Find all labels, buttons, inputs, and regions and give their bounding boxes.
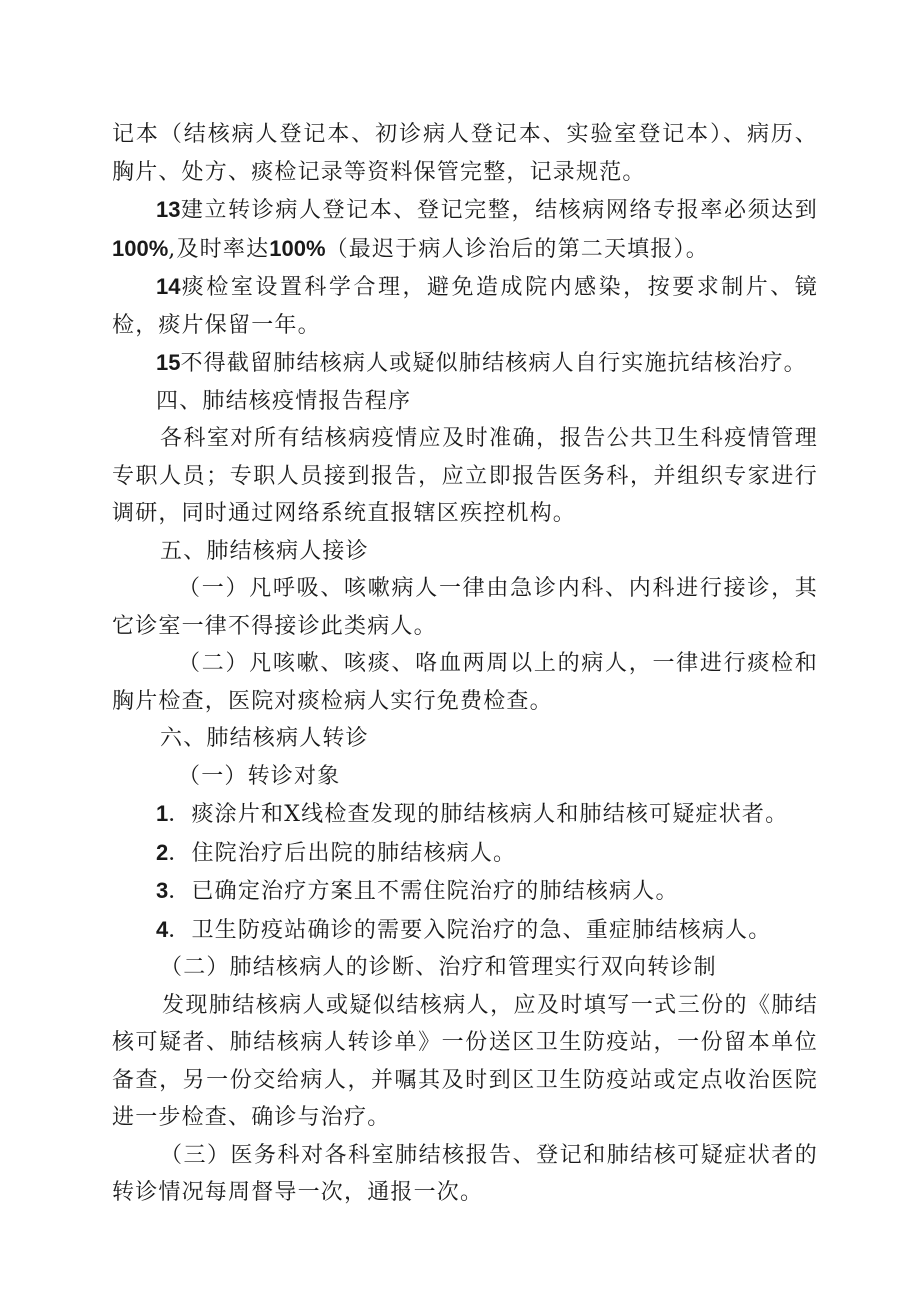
paragraph-reception-1 (112, 570, 818, 645)
paragraph-text: 不得截留肺结核病人或疑似肺结核病人自行实施抗结核治疗。 (180, 351, 807, 376)
section-heading-5 (112, 533, 818, 571)
paragraph-text: （一）凡呼吸、咳嗽病人一律由急诊内科、内科进行接诊，其它诊室一律不得接诊此类病人。 (112, 576, 818, 639)
item-number: 2 (156, 839, 169, 865)
subheading-referral-targets (112, 758, 818, 796)
paragraph-text: 发现肺结核病人或疑似结核病人，应及时填写一式三份的《肺结核可疑者、肺结核病人转诊单》一份送区卫生防疫站，一份留本单位备查，另一份交给病人，并嘱其及时到区卫生防疫站或定点收治医院进一步检查、确诊与治疗。 (112, 992, 818, 1130)
paragraph-report-procedure (112, 420, 818, 533)
section-heading-text: 四、肺结核疫情报告程序 (156, 388, 412, 414)
paragraph-supervision (112, 1137, 818, 1212)
list-item-3 (112, 872, 818, 911)
item-number: 15 (156, 350, 181, 375)
paragraph-text: 记本（结核病人登记本、初诊病人登记本、实验室登记本）、病历、胸片、处方、痰检记录等资料保管完整，记录规范。 (112, 122, 818, 185)
list-item-4 (112, 911, 818, 950)
paragraph-text: 各科室对所有结核病疫情应及时准确，报告公共卫生科疫情管理专职人员；专职人员接到报告，应立即报告医务科，并组织专家进行调研，同时通过网络系统直报辖区疾控机构。 (112, 426, 818, 526)
item-number: 4 (156, 916, 169, 942)
paragraph-reception-2 (112, 645, 818, 720)
paragraph-item-13 (112, 191, 818, 268)
paragraph-text: 建立转诊病人登记本、登记完整，结核病网络专报率必须达到 (180, 198, 818, 223)
subheading-two-way-referral (112, 949, 818, 987)
list-item-text: ．痰涂片和X线检查发现的肺结核病人和肺结核可疑症状者。 (168, 802, 789, 827)
item-number: 14 (156, 274, 181, 299)
item-number: 1 (156, 801, 169, 826)
paragraph-item-15 (112, 344, 818, 383)
list-item-text: ．住院治疗后出院的肺结核病人。 (168, 840, 517, 866)
section-heading-text: 六、肺结核病人转诊 (160, 726, 369, 751)
section-heading-4 (112, 383, 818, 421)
item-number: 3 (156, 878, 169, 903)
subheading-text: （一）转诊对象 (178, 763, 341, 789)
document-body (112, 116, 818, 1212)
paragraph-text: （最迟于病人诊治后的第二天填报）。 (325, 236, 709, 262)
section-heading-text: 五、肺结核病人接诊 (160, 538, 369, 564)
subheading-text: （二）肺结核病人的诊断、治疗和管理实行双向转诊制 (160, 955, 717, 980)
paragraph-item-14 (112, 268, 818, 344)
percent-value: 100% (112, 235, 169, 261)
paragraph-text: （二）凡咳嗽、咳痰、咯血两周以上的病人，一律进行痰检和胸片检查，医院对痰检病人实行免费检查。 (112, 651, 818, 714)
list-item-text: ．已确定治疗方案且不需住院治疗的肺结核病人。 (168, 879, 679, 904)
section-heading-6 (112, 720, 818, 758)
paragraph-referral-form (112, 987, 818, 1137)
paragraph-records (112, 116, 818, 191)
paragraph-text: 痰检室设置科学合理，避免造成院内感染，按要求制片、镜检，痰片保留一年。 (112, 275, 818, 338)
paragraph-text: ,及时率达 (168, 236, 270, 262)
list-item-2 (112, 834, 818, 873)
paragraph-text: （三）医务科对各科室肺结核报告、登记和肺结核可疑症状者的转诊情况每周督导一次，通报一次。 (112, 1142, 818, 1205)
percent-value: 100% (269, 235, 326, 261)
list-item-1 (112, 795, 818, 834)
list-item-text: ．卫生防疫站确诊的需要入院治疗的急、重症肺结核病人。 (168, 917, 772, 943)
item-number: 13 (156, 197, 181, 222)
